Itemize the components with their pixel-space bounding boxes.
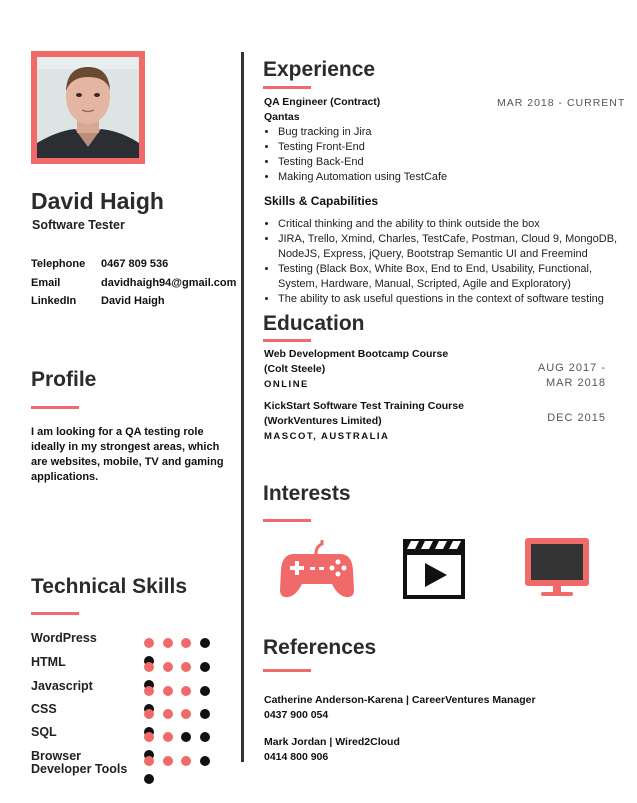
gamepad-icon: [280, 540, 354, 603]
skill-name: CSS: [31, 702, 57, 716]
list-item: • Testing (Black Box, White Box, End to End, Usability, Functional, System, Hardware, Manual, Scripted, Agile and Exploratory): [278, 262, 626, 292]
list-item: • JIRA, Trello, Xmind, Charles, TestCafe, Postman, Cloud 9, MongoDB, NodeJS, Express, jQuery, Bootstrap Semantic UI and Freemind: [278, 232, 626, 262]
skill-dot-empty: [144, 774, 154, 784]
skill-dot-filled: [181, 756, 191, 766]
education-underline: [263, 339, 311, 342]
list-item: • Testing Back-End: [278, 155, 624, 170]
interests-underline: [263, 519, 311, 522]
job-company: Qantas: [264, 111, 300, 123]
contact-label: LinkedIn: [31, 295, 77, 307]
profile-text: I am looking for a QA testing role ideally in my strongest areas, which are websites, mobile, TV and gaming applications.: [31, 426, 224, 483]
experience-heading: Experience: [263, 58, 376, 81]
skill-rating: [144, 753, 236, 789]
contact-label: Telephone: [31, 258, 86, 270]
skill-dot-empty: [200, 756, 210, 766]
monitor-icon: [525, 538, 589, 603]
person-role: Software Tester: [32, 218, 125, 232]
skill-name: WordPress: [31, 631, 97, 645]
skill-dot-filled: [181, 638, 191, 648]
skill-row: [31, 750, 236, 778]
reference-entry: [264, 735, 400, 765]
skill-dot-filled: [144, 638, 154, 648]
skill-name: Javascript: [31, 679, 93, 693]
skills-heading: Technical Skills: [31, 575, 188, 598]
skill-dot-filled: [163, 686, 173, 696]
skill-dot-filled: [181, 662, 191, 672]
contact-value[interactable]: 0467 809 536: [101, 258, 169, 270]
list-item: • Bug tracking in Jira: [278, 125, 624, 140]
reference-phone[interactable]: 0414 800 906: [264, 751, 329, 763]
contact-label: Email: [31, 277, 61, 289]
skill-dot-filled: [163, 662, 173, 672]
skills-capabilities-heading: Skills & Capabilities: [264, 194, 379, 208]
profile-underline: [31, 406, 79, 409]
skill-dot-filled: [181, 709, 191, 719]
skill-dot-filled: [144, 756, 154, 766]
skill-row: [31, 726, 236, 744]
reference-name: Catherine Anderson-Karena | CareerVentures Manager: [264, 694, 536, 706]
skill-row: [31, 680, 236, 698]
experience-underline: [263, 86, 311, 89]
job-date: MAR 2018 - CURRENT: [497, 97, 626, 109]
skill-name: HTML: [31, 655, 66, 669]
job-title: QA Engineer (Contract): [264, 96, 381, 108]
skill-dot-filled: [144, 662, 154, 672]
education-location: ONLINE: [264, 379, 309, 390]
capabilities-bullets: [264, 217, 626, 307]
skill-dot-filled: [144, 686, 154, 696]
person-name: David Haigh: [31, 188, 164, 214]
references-heading: References: [263, 636, 377, 659]
skill-row: [31, 632, 236, 650]
skill-dot-filled: [163, 756, 173, 766]
contact-value[interactable]: David Haigh: [101, 295, 165, 307]
education-title: KickStart Software Test Training Course (WorkVentures Limited): [264, 400, 464, 427]
skill-row: [31, 703, 236, 721]
list-item: • Critical thinking and the ability to think outside the box: [278, 217, 626, 232]
column-divider: [241, 52, 244, 762]
job-bullets: [264, 125, 624, 185]
reference-entry: [264, 693, 536, 723]
list-item: • Making Automation using TestCafe: [278, 170, 624, 185]
skills-underline: [31, 612, 79, 615]
profile-photo: [37, 57, 139, 158]
skill-dot-filled: [144, 709, 154, 719]
skill-dot-filled: [163, 709, 173, 719]
references-underline: [263, 669, 311, 672]
profile-heading: Profile: [31, 368, 97, 391]
skill-dot-empty: [200, 709, 210, 719]
skill-dot-filled: [163, 638, 173, 648]
skill-dot-empty: [200, 686, 210, 696]
education-heading: Education: [263, 312, 365, 335]
list-item: • Testing Front-End: [278, 140, 624, 155]
reference-phone[interactable]: 0437 900 054: [264, 709, 329, 721]
education-date: AUG 2017 - MAR 2018: [537, 362, 606, 389]
skill-dot-empty: [181, 732, 191, 742]
education-date: DEC 2015: [547, 412, 606, 424]
education-title: Web Development Bootcamp Course (Colt Steele): [264, 348, 449, 375]
skill-dot-filled: [181, 686, 191, 696]
reference-name: Mark Jordan | Wired2Cloud: [264, 736, 400, 748]
skill-dot-filled: [144, 732, 154, 742]
skill-name: Browser Developer Tools: [31, 749, 128, 776]
list-item: • The ability to ask useful questions in the context of software testing: [278, 292, 626, 307]
skill-dot-filled: [163, 732, 173, 742]
interests-heading: Interests: [263, 482, 351, 505]
skill-name: SQL: [31, 725, 57, 739]
skill-dot-empty: [200, 732, 210, 742]
contact-value[interactable]: davidhaigh94@gmail.com: [101, 277, 237, 289]
skill-row: [31, 656, 236, 674]
skill-dot-empty: [200, 638, 210, 648]
education-location: MASCOT, AUSTRALIA: [264, 431, 390, 442]
clapperboard-play-icon: [403, 539, 465, 604]
skill-dot-empty: [200, 662, 210, 672]
